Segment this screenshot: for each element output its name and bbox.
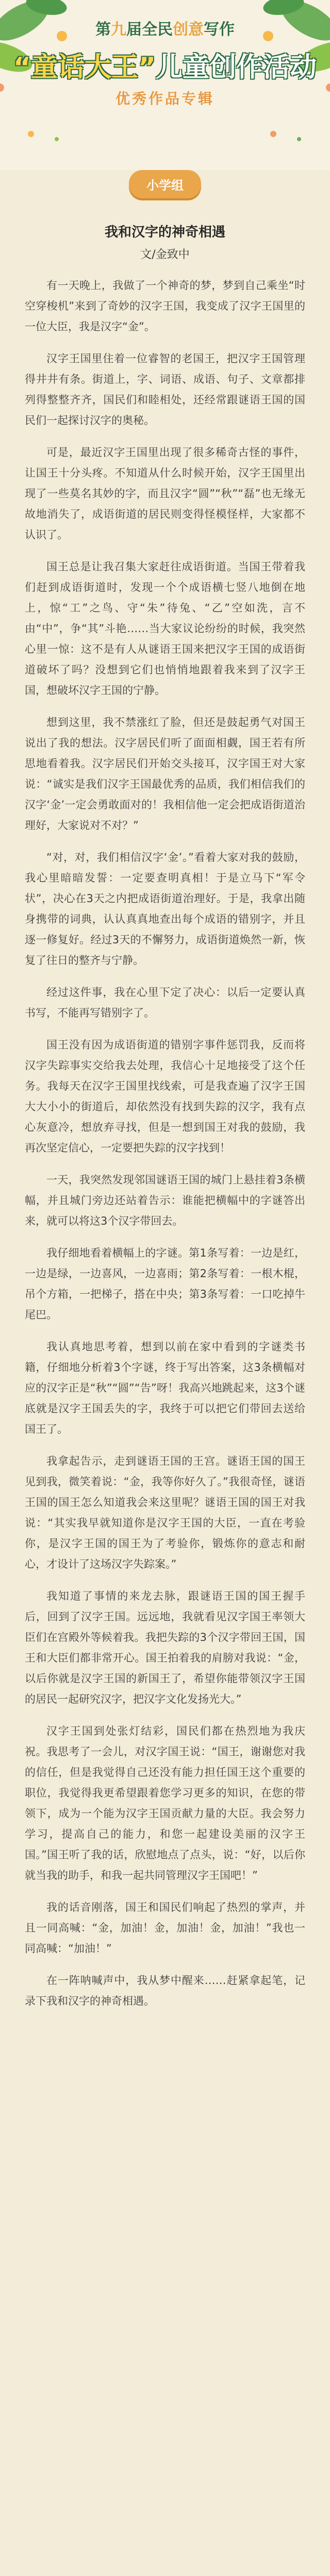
article-paragraph: “对，对，我们相信汉字‘金’。”看着大家对我的鼓励，我心里暗暗发誓：一定要查明真相！于是立马下“军令状”，决心在3天之内把成语街道治理好。于是，我拿出随身携带的词典，认认真真地查出每个成语的错别字，并且逐一修复好。经过3天的不懈努力，成语街道焕然一新，恢复了往日的整齐与宁静。 <box>25 851 305 967</box>
campaign-subtitle: 优秀作品专辑 <box>115 90 214 107</box>
article-paragraph: 可是，最近汉字王国里出现了很多稀奇古怪的事件，让国王十分头疼。不知道从什么时候开始，汉字王国里出现了一些莫名其妙的字，而且汉字“圆”“秋”“磊”也无缘无故地消失了，成语街道的居民则变得怪模怪样，大家都不认识了。 <box>25 446 305 541</box>
article-paragraph: 国王没有因为成语街道的错别字事件惩罚我，反而将汉字失踪事实交给我去处理，我信心十足地接受了这个任务。我每天在汉字王国里找线索，可是我查遍了汉字王国大大小小的街道后，却依然没有找到失踪的汉字，我有点心灰意冷，想放弃寻找，但是一想到国王对我的鼓励，我再次坚定信心，一定要把失踪的汉字找到！ <box>25 1039 305 1154</box>
article-paragraph: 我认真地思考着，想到以前在家中看到的字谜类书籍，仔细地分析着3个字谜，终于写出答案，这3条横幅对应的汉字正是“秋”“圆”“告”呀！我高兴地跳起来，这3个谜底就是汉字王国丢失的字，我终于可以把它们带回去送给国王了。 <box>25 1341 305 1435</box>
title-text: 第 <box>95 21 111 39</box>
campaign-title-line-1 <box>0 16 330 39</box>
article-paragraph: 想到这里，我不禁涨红了脸，但还是鼓起勇气对国王说出了我的想法。汉字居民们听了面面相觑，国王若有所思地看着我。汉字居民们开始交头接耳，汉字国王对大家说：“诚实是我们汉字王国最优秀的品质，我们相信我们的汉字‘金’一定会勇敢面对的！我相信他一定会把成语街道治理好，大家说对不对？” <box>25 716 305 832</box>
article-paragraph: 我知道了事情的来龙去脉，跟谜语王国的国王握手后，回到了汉字王国。远远地，我就看见汉字国王率领大臣们在宫殿外等候着我。我把失踪的3个汉字带回王国，国王和大臣们都非常开心。国王拍着我的肩膀对我说：“金，以后你就是汉字王国的新国王了，希望你能带领汉字王国的居民一起研究汉字，把汉字文化发扬光大。” <box>25 1590 305 1705</box>
article-paragraph: 汉字王国到处张灯结彩，国民们都在热烈地为我庆祝。我思考了一会儿，对汉字国王说：“国王，谢谢您对我的信任，但是我觉得自己还没有能力担任国王这个重要的职位，我觉得我更希望跟着您学习更多的知识，在您的带领下，成为一个能为汉字王国贡献力量的大臣。我会努力学习，提高自己的能力，和您一起建设美丽的汉字王国。”国王听了我的话，欣慰地点了点头，说：“好，以后你就当我的助手，和我一起共同管理汉字王国吧！” <box>25 1725 305 1882</box>
article-paragraph: 汉字王国里住着一位睿智的老国王，把汉字王国管理得井井有条。街道上，字、词语、成语、句子、文章都排列得整整齐齐，国民们和睦相处，还经常跟谜语王国的国民们一起探讨汉字的奥秘。 <box>25 352 305 427</box>
article-paragraph: 我仔细地看着横幅上的字谜。第1条写着：一边是红，一边是绿，一边喜风，一边喜雨；第2条写着：一根木棍，吊个方箱，一把梯子，搭在中央；第3条写着：一口吃掉牛尾巴。 <box>25 1247 305 1321</box>
article <box>25 222 305 2023</box>
article-paragraph: 有一天晚上，我做了一个神奇的梦，梦到自己乘坐“时空穿梭机”来到了奇妙的汉字王国，我变成了汉字王国里的一位大臣，我是汉字“金”。 <box>25 279 305 333</box>
title-highlight: 九 <box>111 21 126 39</box>
campaign-title-line-2 <box>0 45 330 84</box>
article-paragraph: 一天，我突然发现邻国谜语王国的城门上悬挂着3条横幅，并且城门旁边还站着告示：谁能把横幅中的字谜答出来，就可以将这3个汉字带回去。 <box>25 1174 305 1227</box>
header-banner <box>0 0 330 170</box>
article-paragraph: 我的话音刚落，国王和国民们响起了热烈的掌声，并且一同高喊：“金，加油！金，加油！金，加油！”我也一同高喊：“加油！” <box>25 1901 305 1955</box>
article-author: 文/金致中 <box>140 248 190 261</box>
article-title: 我和汉字的神奇相遇 <box>104 225 225 240</box>
article-paragraph: 国王总是让我召集大家赶往成语街道。当国王带着我们赶到成语街道时，发现一个个成语横七竖八地倒在地上，惊“工”之鸟、守“朱”待兔、“乙”空如洗，言不由“中”，争“其”斗艳……当大家议论纷纷的时候，我突然心里一惊：这不是有人从谜语王国来把汉字王国的成语街道破坏了吗？没想到它们也悄悄地跟着我来到了汉字王国，想破坏汉字王国的宁静。 <box>25 561 305 697</box>
title-text: 写作 <box>204 21 235 39</box>
title-text: 儿童创作活动 <box>156 52 317 83</box>
article-paragraph: 在一阵呐喊声中，我从梦中醒来……赶紧拿起笔，记录下我和汉字的神奇相遇。 <box>25 1974 305 2007</box>
title-highlight: 创意 <box>173 21 204 39</box>
dots-decoration-icon <box>0 118 330 149</box>
title-text: 届全民 <box>126 21 173 39</box>
section-badge: 小学组 <box>129 170 201 198</box>
section-badge-wrap <box>0 170 330 198</box>
article-paragraph: 我拿起告示，走到谜语王国的王宫。谜语王国的国王见到我，微笑着说：“金，我等你好久了。”我很奇怪，谜语王国的国王怎么知道我会来这里呢？谜语王国的国王对我说：“其实我早就知道你是汉字王国的大臣，一直在考验你，是汉字王国的国王为了考验你，锻炼你的意志和耐心，才设计了这场汉字失踪案。” <box>25 1455 305 1570</box>
title-highlight: “童话大王” <box>13 52 156 83</box>
article-paragraph: 经过这件事，我在心里下定了决心：以后一定要认真书写，不能再写错别字了。 <box>25 986 305 1019</box>
